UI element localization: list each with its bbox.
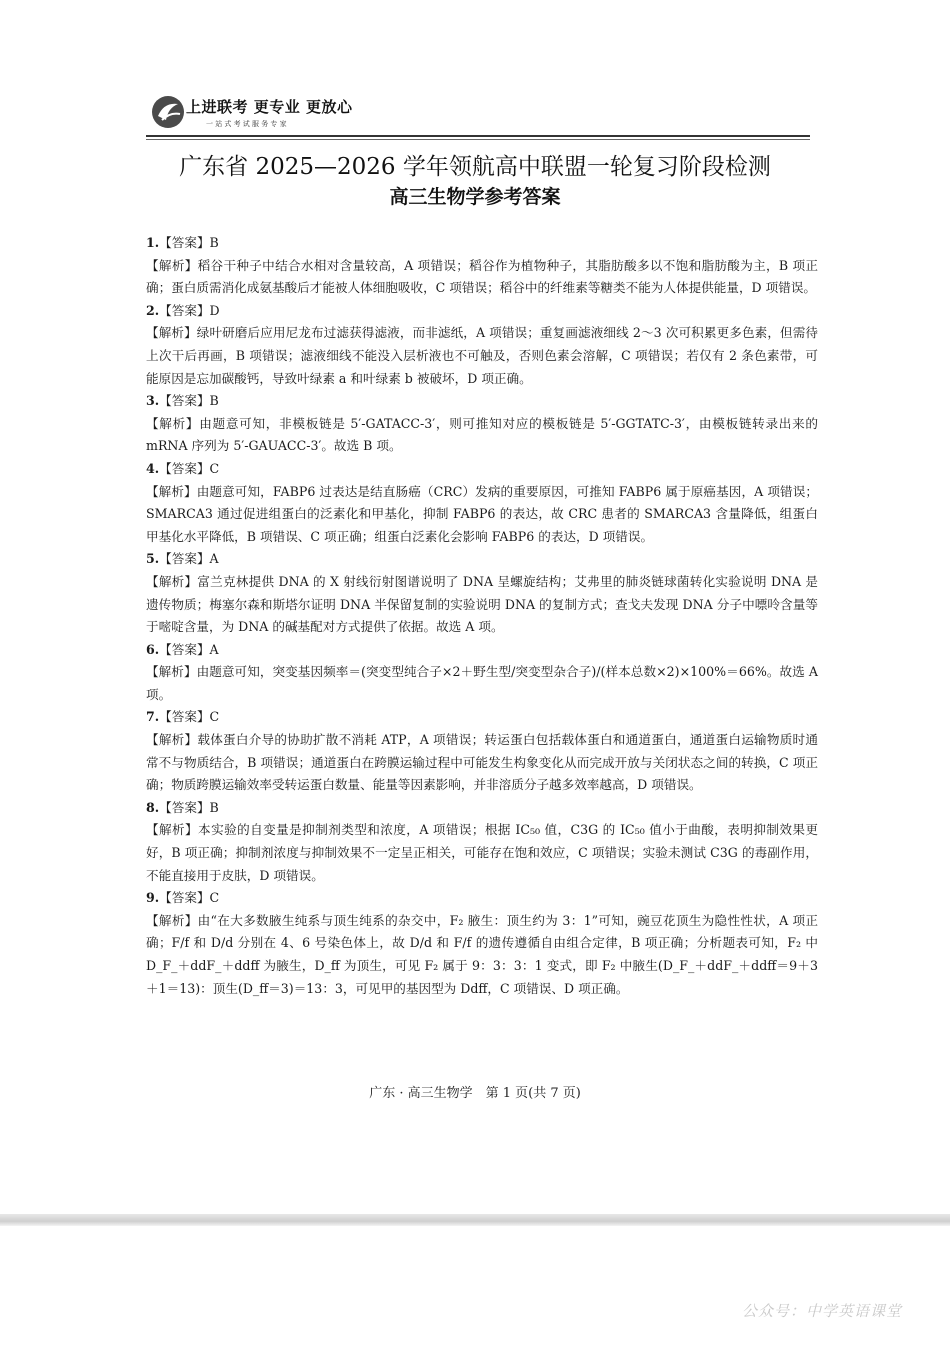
answer-item-1 xyxy=(146,232,818,300)
item-number: 9. xyxy=(146,890,160,906)
subslogan: 一站式考试服务专家 xyxy=(206,120,289,128)
item-answer: 【答案】B xyxy=(159,235,219,250)
header-rule-thin xyxy=(146,139,810,140)
item-explanation: 【解析】本实验的自变量是抑制剂类型和浓度，A 项错误；根据 IC₅₀ 值，C3G 的 IC₅₀ 值小于曲酸，表明抑制效果更好，B 项正确；抑制剂浓度与抑制效果不一定呈正相关，可能存在饱和效应，C 项错误；实验未测试 C3G 的毒副作用，不能直接用于皮肤，D 项错误。 xyxy=(146,822,818,883)
item-number: 3. xyxy=(146,393,160,409)
item-explanation: 【解析】由题意可知，FABP6 过表达是结直肠癌（CRC）发病的重要原因，可推知 FABP6 属于原癌基因，A 项错误；SMARCA3 通过促进组蛋白的泛素化和甲基化，抑制 FABP6 的表达，故 CRC 患者的 SMARCA3 含量降低，组蛋白甲基化水平降低，B 项错误、C 项正确；组蛋白泛素化会影响 FABP6 的表达，D 项错误。 xyxy=(146,483,818,544)
item-answer: 【答案】D xyxy=(159,302,220,318)
item-answer: 【答案】B xyxy=(159,393,219,409)
item-number: 7. xyxy=(146,709,160,725)
answer-item-2 xyxy=(146,300,818,390)
item-explanation: 【解析】富兰克林提供 DNA 的 X 射线衍射图谱说明了 DNA 呈螺旋结构；艾弗里的肺炎链球菌转化实验说明 DNA 是遗传物质；梅塞尔森和斯塔尔证明 DNA 半保留复制的实验说明 DNA 的复制方式；查戈夫发现 DNA 分子中嘌呤含量等于嘧啶含量，为 DNA 的碱基配对方式提供了依据。故选 A 项。 xyxy=(146,573,818,635)
answer-list xyxy=(146,232,818,1000)
item-explanation: 【解析】由题意可知，非模板链是 5′-GATACC-3′，则可推知对应的模板链是 5′-GGTATC-3′，由模板链转录出来的 mRNA 序列为 5′-GAUACC-3′。故选 B 项。 xyxy=(146,415,818,454)
page-edge-band xyxy=(0,1214,950,1226)
item-number: 2. xyxy=(146,302,160,318)
item-answer: 【答案】B xyxy=(159,799,219,815)
item-explanation: 【解析】由题意可知，突变基因频率＝(突变型纯合子×2＋野生型/突变型杂合子)/(样本总数×2)×100%＝66%。故选 A 项。 xyxy=(146,664,818,702)
page-title: 广东省 2025—2026 学年领航高中联盟一轮复习阶段检测 xyxy=(179,154,771,180)
item-answer: 【答案】C xyxy=(159,460,220,476)
item-number: 6. xyxy=(146,641,160,657)
answer-item-5 xyxy=(146,548,818,638)
answer-item-7 xyxy=(146,706,818,796)
page-footer: 广东 · 高三生物学 第 1 页(共 7 页) xyxy=(369,1086,581,1101)
watermark: 公众号：中学英语课堂 xyxy=(741,1302,902,1320)
header-rule xyxy=(146,135,810,137)
answer-item-3 xyxy=(146,390,818,458)
header xyxy=(146,90,810,142)
item-explanation: 【解析】载体蛋白介导的协助扩散不消耗 ATP，A 项错误；转运蛋白包括载体蛋白和通道蛋白，通道蛋白运输物质时通常不与物质结合，B 项错误；通道蛋白在跨膜运输过程中可能发生构象变化从而完成开放与关闭状态之间的转换，C 项正确；物质跨膜运输效率受转运蛋白数量、能量等因素影响，并非溶质分子越多效率越高，D 项错误。 xyxy=(146,732,818,793)
item-answer: 【答案】C xyxy=(159,890,220,906)
item-explanation: 【解析】由“在大多数腋生纯系与顶生纯系的杂交中，F₂ 腋生：顶生约为 3：1”可知，豌豆花顶生为隐性性状，A 项正确；F/f 和 D/d 分别在 4、6 号染色体上，故 D/d 和 F/f 的遗传遵循自由组合定律，B 项正确；分析题表可知，F₂ 中 D_F_＋ddF_＋ddff 为腋生，D_ff 为顶生，可见 F₂ 属于 9：3：3：1 变式，即 F₂ 中腋生(D_F_＋ddF_＋ddff＝9＋3＋1＝13)：顶生(D_ff＝3)＝13：3，可见甲的基因型为 Ddff，C 项错误、D 项正确。 xyxy=(146,912,818,996)
item-explanation: 【解析】稻谷干种子中结合水相对含量较高，A 项错误；稻谷作为植物种子，其脂肪酸多以不饱和脂肪酸为主，B 项正确；蛋白质需消化成氨基酸后才能被人体细胞吸收，C 项错误；稻谷中的纤维素等糖类不能为人体提供能量，D 项错误。 xyxy=(146,257,818,296)
item-number: 8. xyxy=(146,799,160,815)
item-answer: 【答案】C xyxy=(159,709,220,725)
answer-item-9 xyxy=(146,887,818,1000)
item-explanation: 【解析】绿叶研磨后应用尼龙布过滤获得滤液，而非滤纸，A 项错误；重复画滤液细线 2～3 次可积累更多色素，但需待上次干后再画，B 项错误；滤液细线不能没入层析液也不可触及，否则色素会溶解，C 项错误；若仅有 2 条色素带，可能原因是忘加碳酸钙，导致叶绿素 a 和叶绿素 b 被破坏，D 项正确。 xyxy=(146,325,818,386)
page-subtitle: 高三生物学参考答案 xyxy=(389,186,561,208)
slogan: 上进联考 更专业 更放心 xyxy=(186,98,353,116)
answer-item-4 xyxy=(146,458,818,548)
answer-item-6 xyxy=(146,639,818,707)
logo-icon xyxy=(150,94,186,130)
item-number: 5. xyxy=(146,551,160,567)
item-number: 1. xyxy=(146,235,160,250)
answer-item-8 xyxy=(146,797,818,887)
item-answer: 【答案】A xyxy=(159,551,219,567)
item-answer: 【答案】A xyxy=(159,641,219,657)
item-number: 4. xyxy=(146,460,160,476)
